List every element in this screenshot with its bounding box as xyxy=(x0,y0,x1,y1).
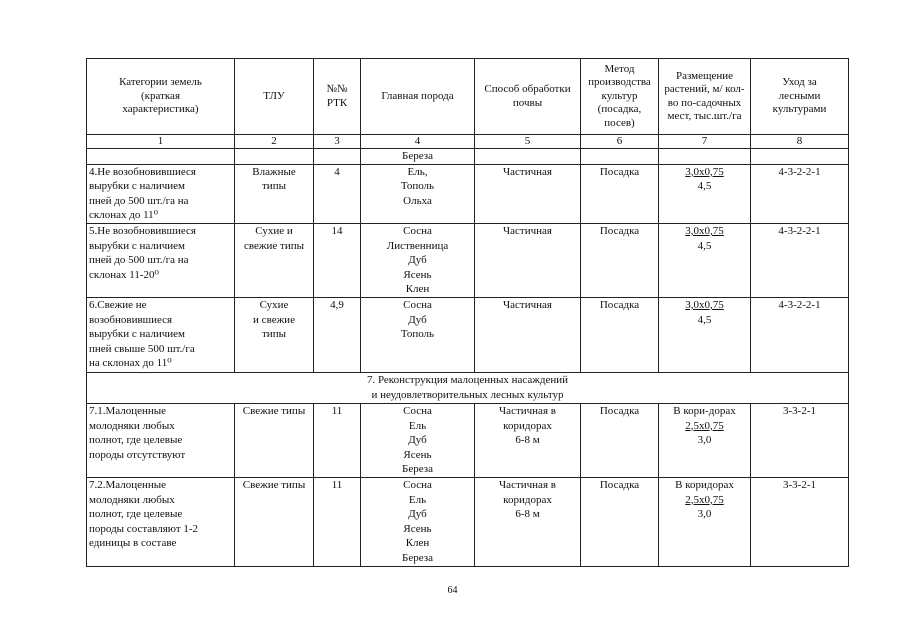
column-number: 8 xyxy=(751,135,849,149)
table-row xyxy=(87,477,849,566)
species-cell: Сосна Лиственница Дуб Ясень Клен xyxy=(361,223,475,297)
page-number: 64 xyxy=(447,585,458,596)
forest-culture-table xyxy=(86,58,849,567)
placement-cell: В кори-дорах 2,5х0,75 3,0 xyxy=(659,403,751,477)
soil-cell: Частичная xyxy=(475,297,581,372)
soil-cell: Частичная xyxy=(475,164,581,223)
header-rtk: №№ РТК xyxy=(314,59,361,135)
rtk-cell: 14 xyxy=(314,223,361,297)
table-row xyxy=(87,149,849,165)
column-number: 1 xyxy=(87,135,235,149)
table-row xyxy=(87,164,849,223)
rtk-cell: 4 xyxy=(314,164,361,223)
column-number: 7 xyxy=(659,135,751,149)
category-cell: 6.Свежие не возобновившиеся вырубки с наличием пней свыше 500 шт./га на склонах до 11⁰ xyxy=(87,297,235,372)
header-soil-treatment: Способ обработки почвы xyxy=(475,59,581,135)
tlu-cell: Сухие и свежие типы xyxy=(235,223,314,297)
table-row xyxy=(87,297,849,372)
care-cell: 4-3-2-2-1 xyxy=(751,223,849,297)
species-cell: Сосна Дуб Тополь xyxy=(361,297,475,372)
placement-cell: 3,0х0,75 4,5 xyxy=(659,164,751,223)
method-cell: Посадка xyxy=(581,477,659,566)
placement-cell: В коридорах 2,5х0,75 3,0 xyxy=(659,477,751,566)
care-cell: 3-3-2-1 xyxy=(751,477,849,566)
column-number: 4 xyxy=(361,135,475,149)
tlu-cell: Влажные типы xyxy=(235,164,314,223)
category-cell: 7.1.Малоценные молодняки любых полнот, где целевые породы отсутствуют xyxy=(87,403,235,477)
method-cell: Посадка xyxy=(581,164,659,223)
species-cell: Сосна Ель Дуб Ясень Береза xyxy=(361,403,475,477)
rtk-cell: 11 xyxy=(314,477,361,566)
table-row xyxy=(87,403,849,477)
section-row xyxy=(87,372,849,403)
method-cell: Посадка xyxy=(581,297,659,372)
section-title: 7. Реконструкция малоценных насаждений и неудовлетворительных лесных культур xyxy=(87,372,849,403)
header-tlu: ТЛУ xyxy=(235,59,314,135)
placement-cell: 3,0х0,75 4,5 xyxy=(659,223,751,297)
category-cell: 4.Не возобновившиеся вырубки с наличием пней до 500 шт./га на склонах до 11⁰ xyxy=(87,164,235,223)
header-production-method: Метод производства культур (посадка, посев) xyxy=(581,59,659,135)
species-cell: Береза xyxy=(361,149,475,165)
column-number: 6 xyxy=(581,135,659,149)
soil-cell: Частичная xyxy=(475,223,581,297)
care-cell: 4-3-2-2-1 xyxy=(751,164,849,223)
rtk-cell: 4,9 xyxy=(314,297,361,372)
method-cell: Посадка xyxy=(581,403,659,477)
header-placement: Размещение растений, м/ кол-во по-садочных мест, тыс.шт./га xyxy=(659,59,751,135)
tlu-cell: Свежие типы xyxy=(235,477,314,566)
category-cell: 7.2.Малоценные молодняки любых полнот, где целевые породы составляют 1-2 единицы в составе xyxy=(87,477,235,566)
species-cell: Сосна Ель Дуб Ясень Клен Береза xyxy=(361,477,475,566)
column-numbers-row xyxy=(87,135,849,149)
column-number: 2 xyxy=(235,135,314,149)
column-number: 5 xyxy=(475,135,581,149)
rtk-cell: 11 xyxy=(314,403,361,477)
soil-cell: Частичная в коридорах 6-8 м xyxy=(475,403,581,477)
species-cell: Ель, Тополь Ольха xyxy=(361,164,475,223)
placement-cell: 3,0х0,75 4,5 xyxy=(659,297,751,372)
category-cell: 5.Не возобновившиеся вырубки с наличием пней до 500 шт./га на склонах 11-20⁰ xyxy=(87,223,235,297)
header-category: Категории земель (краткая характеристика) xyxy=(87,59,235,135)
column-number: 3 xyxy=(314,135,361,149)
tlu-cell: Сухие и свежие типы xyxy=(235,297,314,372)
soil-cell: Частичная в коридорах 6-8 м xyxy=(475,477,581,566)
care-cell: 4-3-2-2-1 xyxy=(751,297,849,372)
header-main-species: Главная порода xyxy=(361,59,475,135)
method-cell: Посадка xyxy=(581,223,659,297)
table-row xyxy=(87,223,849,297)
header-row xyxy=(87,59,849,135)
care-cell: 3-3-2-1 xyxy=(751,403,849,477)
header-care: Уход за лесными культурами xyxy=(751,59,849,135)
tlu-cell: Свежие типы xyxy=(235,403,314,477)
